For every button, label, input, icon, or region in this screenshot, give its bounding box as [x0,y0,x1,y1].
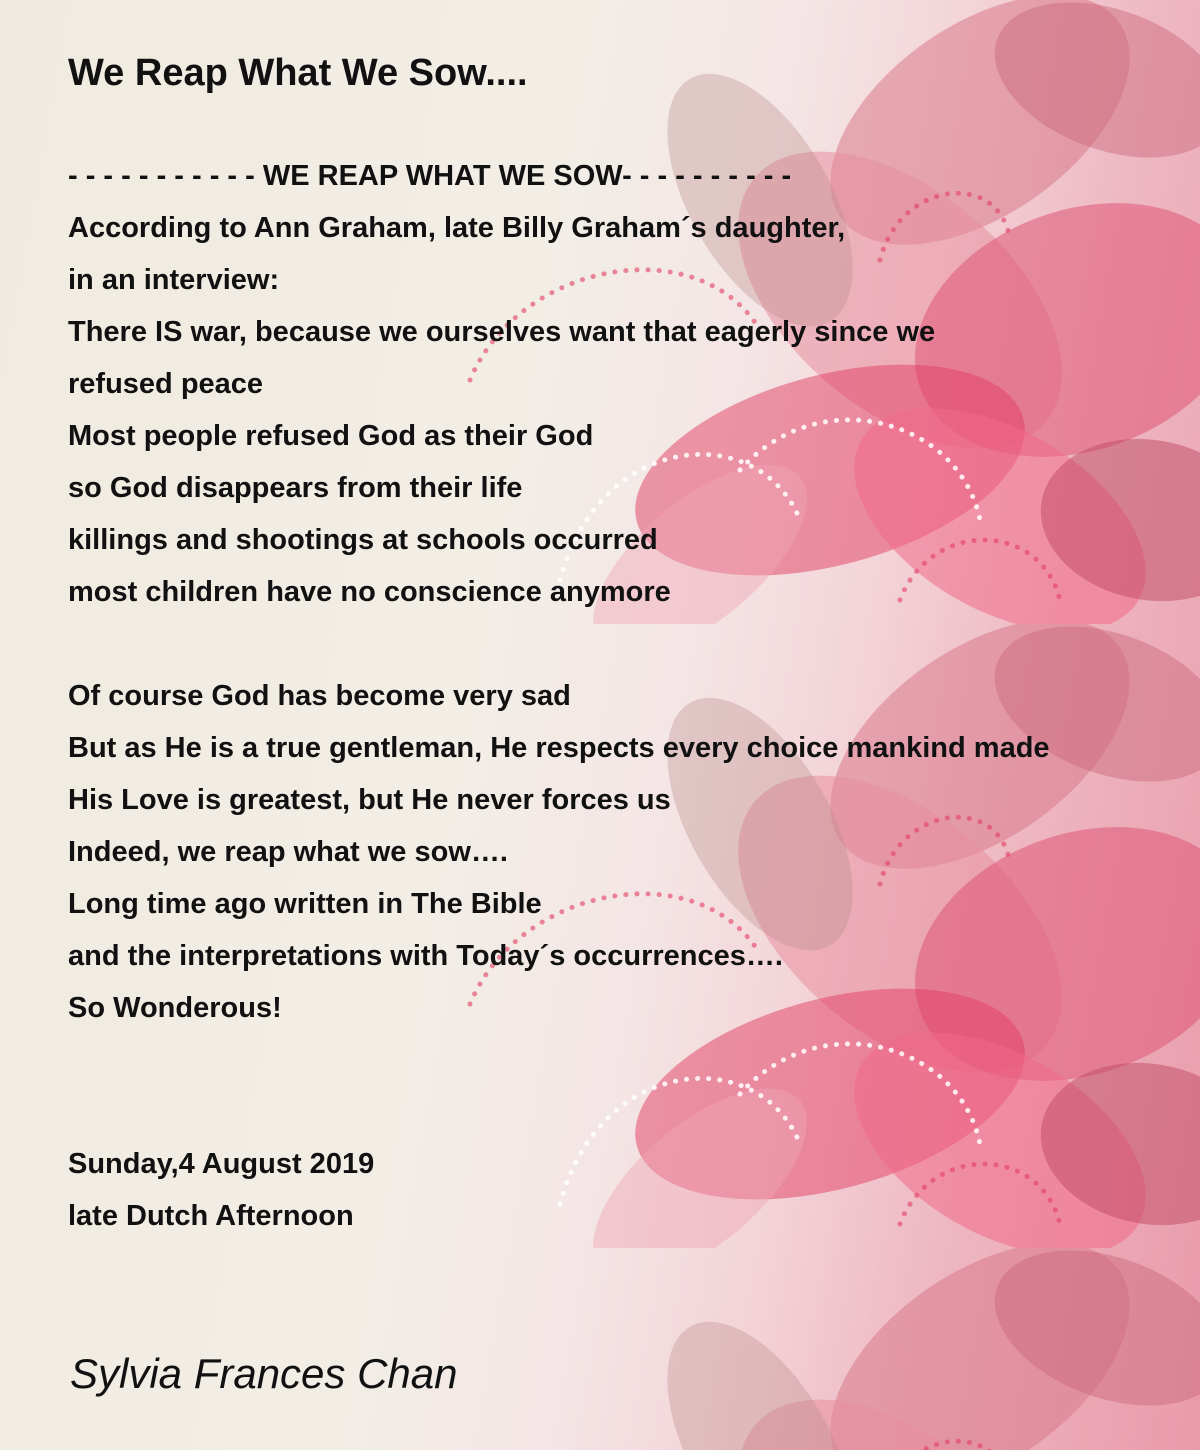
poem-title: We Reap What We Sow.... [68,52,528,94]
poem-line: Of course God has become very sad [68,680,571,712]
poem-line: most children have no conscience anymore [68,576,671,608]
poem-line: So Wonderous! [68,992,282,1024]
poem-line: Long time ago written in The Bible [68,888,542,920]
poem-line: There IS war, because we ourselves want that eagerly since we [68,316,936,348]
poem-line: His Love is greatest, but He never forces us [68,784,671,816]
poem-line: killings and shootings at schools occurred [68,524,658,556]
poem-line: refused peace [68,368,264,400]
poem-line: According to Ann Graham, late Billy Graham´s daughter, [68,212,846,244]
poem-line: in an interview: [68,264,280,296]
poem-line: Most people refused God as their God [68,420,594,452]
poem-line: Indeed, we reap what we sow…. [68,836,508,868]
poem-line: so God disappears from their life [68,472,523,504]
poem-line: and the interpretations with Today´s occurrences…. [68,940,783,972]
poem-line: - - - - - - - - - - - WE REAP WHAT WE SOW- - - - - - - - - - [68,160,792,192]
poem-date: Sunday,4 August 2019 [68,1148,375,1180]
poem-author: Sylvia Frances Chan [70,1350,458,1397]
poem-line: But as He is a true gentleman, He respects every choice mankind made [68,732,1050,764]
poem-time-note: late Dutch Afternoon [68,1200,354,1232]
